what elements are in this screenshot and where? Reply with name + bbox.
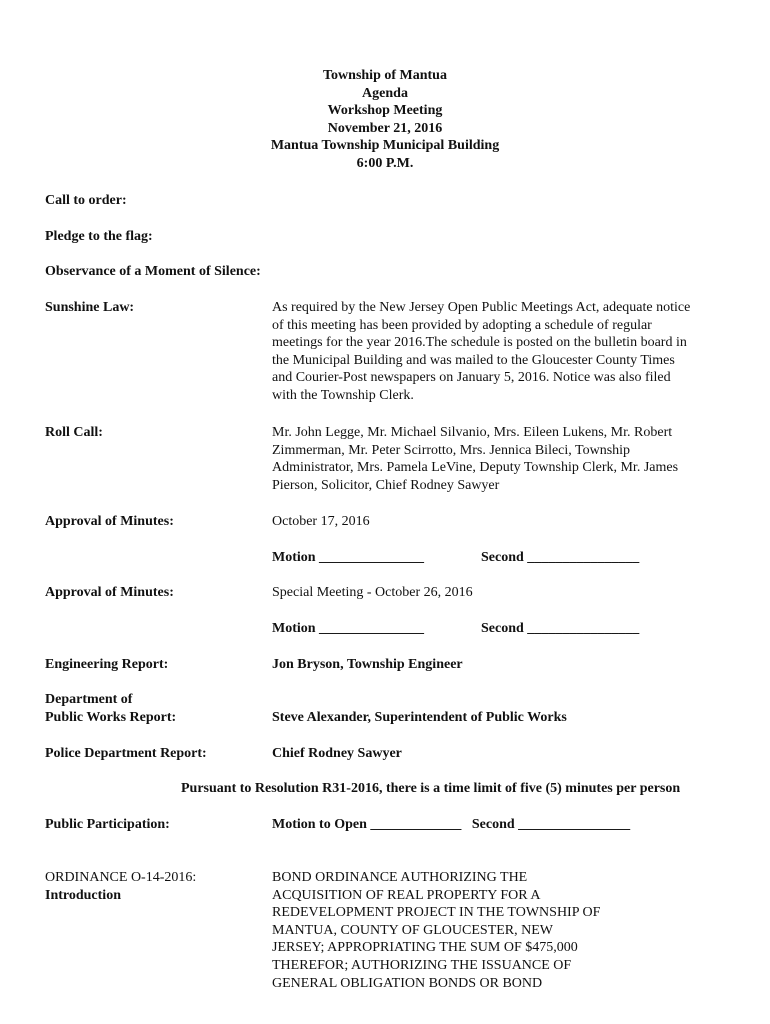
- police-report-label: Police Department Report:: [45, 746, 207, 761]
- public-participation-motion: Motion to Open _____________ Second ________________: [272, 817, 631, 832]
- pledge-label: Pledge to the flag:: [45, 229, 153, 244]
- township-name: Township of Mantua: [323, 68, 447, 83]
- minutes-date: Special Meeting - October 26, 2016: [272, 585, 473, 600]
- sunshine-law-text: [272, 299, 732, 405]
- motion-line: Motion _______________: [272, 621, 425, 636]
- ordinance-line: JERSEY; APPROPRIATING THE SUM OF $475,000: [272, 940, 578, 956]
- time-limit-text: Pursuant to Resolution R31-2016, there is a time limit of five (5) minutes per person: [181, 781, 681, 796]
- roll-call-line: Mr. John Legge, Mr. Michael Silvanio, Mrs. Eileen Lukens, Mr. Robert: [272, 425, 673, 440]
- meeting-date: November 21, 2016: [327, 120, 443, 136]
- engineering-report-presenter: Jon Bryson, Township Engineer: [272, 657, 463, 672]
- sunshine-law-label: Sunshine Law:: [45, 300, 135, 315]
- public-works-label-line2: Public Works Report:: [45, 710, 177, 725]
- public-works-presenter: Steve Alexander, Superintendent of Public Works: [272, 710, 567, 725]
- police-report-presenter: Chief Rodney Sawyer: [272, 746, 402, 761]
- motion-line: Motion _______________: [272, 550, 425, 565]
- meeting-time: 6:00 P.M.: [356, 155, 414, 171]
- roll-call-line: Administrator, Mrs. Pamela LeVine, Deputy Township Clerk, Mr. James: [272, 460, 679, 476]
- public-participation-label: Public Participation:: [45, 817, 170, 832]
- minutes-date: October 17, 2016: [272, 514, 370, 529]
- roll-call-label: Roll Call:: [45, 425, 103, 440]
- roll-call-line: Zimmerman, Mr. Peter Scirrotto, Mrs. Jennica Bileci, Township: [272, 442, 631, 458]
- agenda-header: [0, 67, 770, 173]
- approval-of-minutes-label: Approval of Minutes:: [45, 585, 174, 600]
- moment-of-silence-label: Observance of a Moment of Silence:: [45, 264, 261, 279]
- sunshine-line: meetings for the year 2016.The schedule is posted on the bulletin board in: [272, 335, 687, 351]
- ordinance-line: BOND ORDINANCE AUTHORIZING THE: [272, 870, 528, 885]
- second-line: Second ________________: [481, 550, 640, 565]
- sunshine-line: of this meeting has been provided by adopting a schedule of regular: [272, 317, 652, 333]
- public-works-label-line1: Department of: [45, 692, 133, 707]
- ordinance-stage: Introduction: [45, 888, 121, 903]
- engineering-report-label: Engineering Report:: [45, 657, 169, 672]
- ordinance-line: ACQUISITION OF REAL PROPERTY FOR A: [272, 887, 541, 903]
- ordinance-line: THEREFOR; AUTHORIZING THE ISSUANCE OF: [272, 957, 572, 973]
- meeting-type: Workshop Meeting: [327, 103, 443, 119]
- roll-call-text: [272, 424, 732, 494]
- ordinance-number: ORDINANCE O-14-2016:: [45, 870, 197, 885]
- document-type: Agenda: [362, 85, 408, 101]
- ordinance-line: REDEVELOPMENT PROJECT IN THE TOWNSHIP OF: [272, 905, 601, 921]
- ordinance-line: GENERAL OBLIGATION BONDS OR BOND: [272, 975, 543, 991]
- sunshine-line: with the Township Clerk.: [272, 387, 414, 403]
- second-line: Second ________________: [481, 621, 640, 636]
- sunshine-line: and Courier-Post newspapers on January 5, 2016. Notice was also filed: [272, 370, 671, 386]
- ordinance-title: [272, 869, 732, 992]
- sunshine-line: As required by the New Jersey Open Public Meetings Act, adequate notice: [272, 300, 691, 315]
- sunshine-line: the Municipal Building and was mailed to the Gloucester County Times: [272, 352, 675, 368]
- call-to-order-label: Call to order:: [45, 193, 127, 208]
- approval-of-minutes-label: Approval of Minutes:: [45, 514, 174, 529]
- roll-call-line: Pierson, Solicitor, Chief Rodney Sawyer: [272, 477, 500, 493]
- meeting-location: Mantua Township Municipal Building: [270, 138, 500, 154]
- ordinance-line: MANTUA, COUNTY OF GLOUCESTER, NEW: [272, 922, 554, 938]
